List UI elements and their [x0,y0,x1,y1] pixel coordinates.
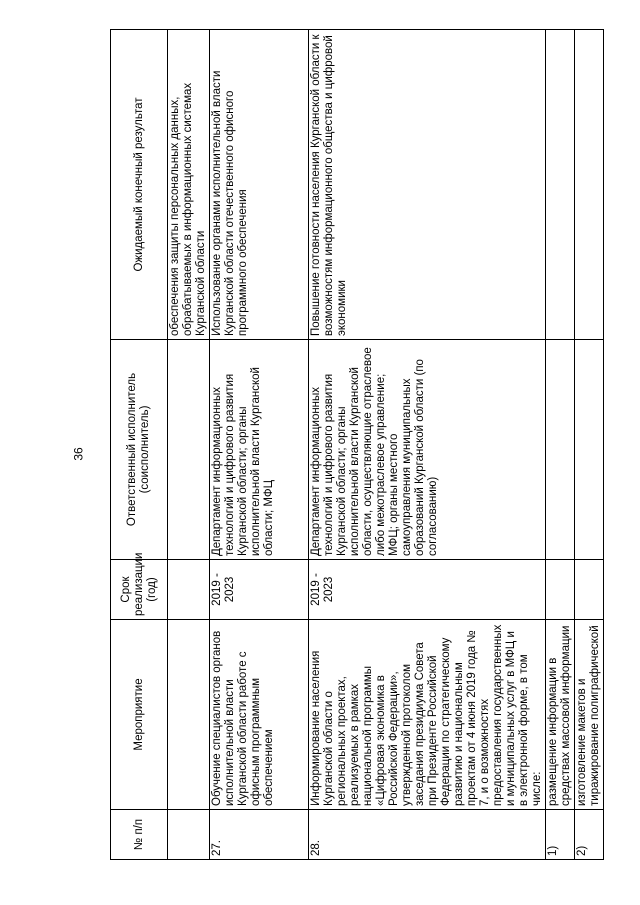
cell-result: обеспечения защиты персональных данных, обрабатываемых в информационных системах Курганской области [168,30,210,340]
cell-activity: Информирование населения Курганской области о региональных проектах, реализуемых в рамках национальной программы «Цифровая экономика в Российской Федерации», утвержденной протоколом заседания президиума Совета при Президенте Российской Федерации по стратегическому развитию и национальным проектам от 4 июня 2019 года № 7, и о возможностях предоставления государственных и муниципальных услуг в МФЦ и в электронной форме, в том числе: [309,620,546,810]
header-activity: Мероприятие [111,620,168,810]
cell-responsible [168,340,210,560]
cell-result [575,30,604,340]
program-activities-table [110,29,604,860]
rotated-document [110,30,601,860]
cell-num [168,810,210,860]
cell-term [546,560,575,620]
table-row-28 [309,30,546,860]
cell-term: 2019 - 2023 [309,560,546,620]
cell-responsible [546,340,575,560]
header-num: № п/п [111,810,168,860]
cell-result [546,30,575,340]
table-row-sub-2 [575,30,604,860]
cell-num: 28. [309,810,546,860]
table-row-sub-1 [546,30,575,860]
cell-responsible: Департамент информационных технологий и цифрового развития Курганской области; органы исполнительной власти Курганской области; МФЦ [210,340,309,560]
table-row-27 [210,30,309,860]
header-term: Срок реализации (год) [111,560,168,620]
cell-num: 1) [546,810,575,860]
cell-activity [168,620,210,810]
table-row-continuation [168,30,210,860]
cell-term: 2019 - 2023 [210,560,309,620]
header-responsible: Ответственный исполнитель (соисполнитель) [111,340,168,560]
cell-num: 27. [210,810,309,860]
cell-activity: изготовление макетов и тиражирование полиграфической [575,620,604,810]
table-header-row [111,30,168,860]
cell-num: 2) [575,810,604,860]
cell-term [168,560,210,620]
cell-activity: размещение информации в средствах массовой информации [546,620,575,810]
cell-result: Повышение готовности населения Курганской области к возможностям информационного общества и цифровой экономики [309,30,546,340]
cell-term [575,560,604,620]
cell-result: Использование органами исполнительной власти Курганской области отечественного офисного программного обеспечения [210,30,309,340]
header-result: Ожидаемый конечный результат [111,30,168,340]
cell-activity: Обучение специалистов органов исполнительной власти Курганской области работе с офисным программным обеспечением [210,620,309,810]
page-number: 36 [71,447,86,461]
cell-responsible [575,340,604,560]
cell-responsible: Департамент информационных технологий и цифрового развития Курганской области; органы исполнительной власти Курганской области, осуществляющие отраслевое либо межотраслевое управление; МФЦ; органы местного самоуправления муниципальных образований Курганской области (по согласованию) [309,340,546,560]
